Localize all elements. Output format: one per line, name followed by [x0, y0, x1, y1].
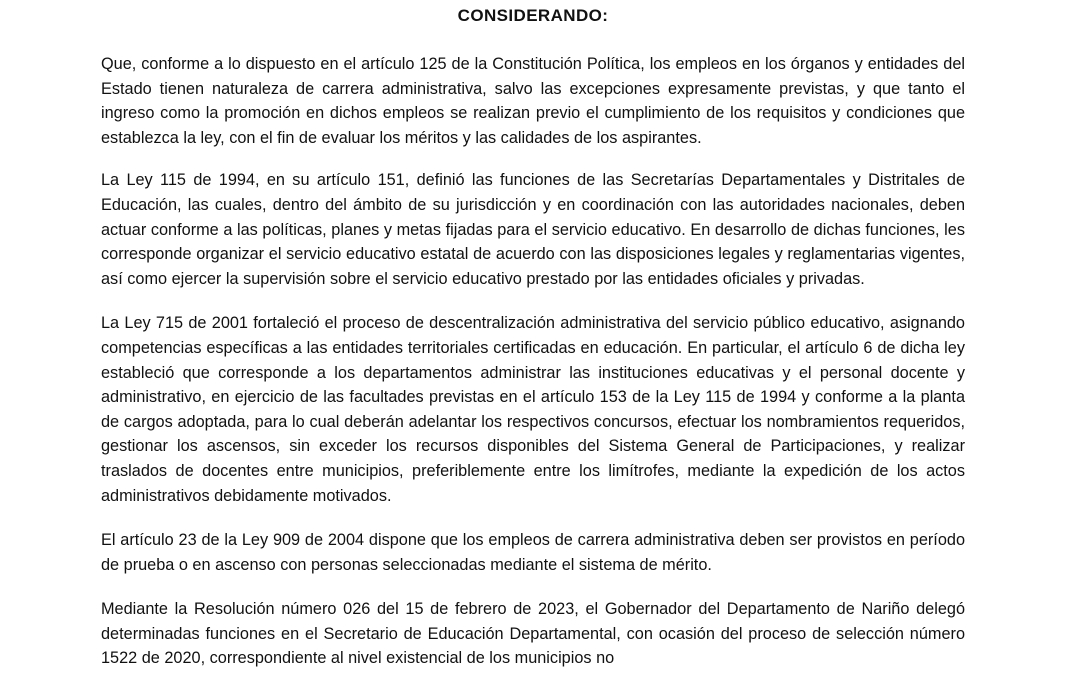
document-page	[101, 0, 965, 671]
paragraph-constitution-article-125: Que, conforme a lo dispuesto en el artículo 125 de la Constitución Política, los empleos en los órganos y entidades del Estado tienen naturaleza de carrera administrativa, salvo las excepciones expresamente previstas, y que tanto el ingreso como la promoción en dichos empleos se realizan previo el cumplimiento de los requisitos y condiciones que establezca la ley, con el fin de evaluar los méritos y las calidades de los aspirantes.	[101, 55, 965, 147]
document-heading: CONSIDERANDO:	[457, 6, 609, 25]
paragraph-resolucion-026-2023: Mediante la Resolución número 026 del 15 de febrero de 2023, el Gobernador del Departamento de Nariño delegó determinadas funciones en el Secretario de Educación Departamental, con ocasión del proceso de selección número 1522 de 2020, correspondiente al nivel existencial de los municipios no	[101, 600, 965, 668]
paragraph-ley-115-1994: La Ley 115 de 1994, en su artículo 151, definió las funciones de las Secretarías Departamentales y Distritales de Educación, las cuales, dentro del ámbito de su jurisdicción y en coordinación con las autoridades nacionales, deben actuar conforme a las políticas, planes y metas fijadas para el servicio educativo. En desarrollo de dichas funciones, les corresponde organizar el servicio educativo estatal de acuerdo con las disposiciones legales y reglamentarias vigentes, así como ejercer la supervisión sobre el servicio educativo prestado por las entidades oficiales y privadas.	[101, 171, 965, 288]
paragraph-ley-715-2001: La Ley 715 de 2001 fortaleció el proceso de descentralización administrativa del servicio público educativo, asignando competencias específicas a las entidades territoriales certificadas en educación. En particular, el artículo 6 de dicha ley estableció que corresponde a los departamentos administrar las instituciones educativas y el personal docente y administrativo, en ejercicio de las facultades previstas en el artículo 153 de la Ley 115 de 1994 y conforme a la planta de cargos adoptada, para lo cual deberán adelantar los respectivos concursos, efectuar los nombramientos requeridos, gestionar los ascensos, sin exceder los recursos disponibles del Sistema General de Participaciones, y realizar traslados de docentes entre municipios, preferiblemente entre los limítrofes, mediante la expedición de los actos administrativos debidamente motivados.	[101, 314, 965, 505]
paragraph-ley-909-2004: El artículo 23 de la Ley 909 de 2004 dispone que los empleos de carrera administrativa deben ser provistos en período de prueba o en ascenso con personas seleccionadas mediante el sistema de mérito.	[101, 531, 965, 574]
